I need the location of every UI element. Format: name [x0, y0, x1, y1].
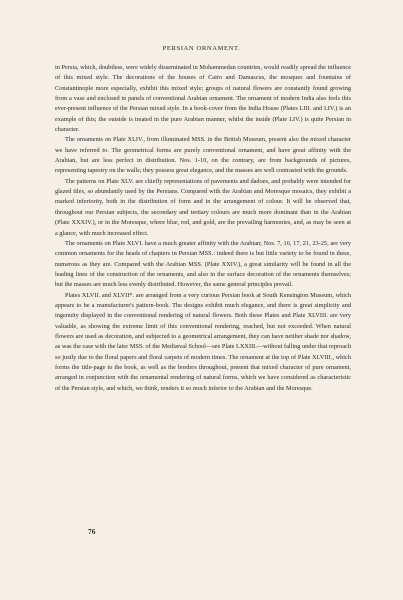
paragraph: The ornaments on Plate XLVI. have a much greater affinity with the Arabian; Nos. 7, 16, 17, 21, 23-25, are very common ornaments for the heads of chapters in Persian MSS.: indeed there is but little variety to be found in these, numerous as they are. Compared with the Arabian MSS. (Plate XXIV.), a great similarity will be found in all the leading lines of the construction of the ornaments, and also in the surface decoration of the ornaments themselves; but the masses are much less evenly distributed. However, the same general principles prevail. — [55, 239, 351, 289]
page-number: 76 — [88, 527, 96, 536]
paragraph: in Persia, which, doubtless, were widely disseminated in Mohammedan countries, would readily spread the influence of this mixed style. The decorations of the houses of Cairo and Damascus, the mosques and fountains of Constantinople more especially, exhibit this mixed style; groups of natural flowers are constantly found growing from a vase and enclosed in panels of conventional Arabian ornament. The ornament of modern India also feels this ever-present influence of the Persian mixed style. In a book-cover from the India House (Plates LIII. and LIV.) is an example of this; the outside is treated in the pure Arabian manner, whilst the inside (Plate LIV.) is quite Persian in character. — [55, 64, 351, 134]
paragraph: The patterns on Plate XLV. are chiefly representations of pavements and dadoes, and probably were intended for glazed tiles, so abundantly used by the Persians. Compared with the Arabian and Moresque mosaics, they exhibit a marked inferiority, both in the distribution of form and in the arrangement of colour. It will be observed that, throughout our Persian subjects, the secondary and tertiary colours are much more dominant than in the Arabian (Plate XXXIV.), or in the Moresque, where blue, red, and gold, are the prevailing harmonies, and, as may be seen at a glance, with much increased effect. — [55, 177, 351, 237]
paragraph: Plates XLVII. and XLVII*. are arranged from a very curious Persian book at South Kensington Museum, which appears to be a manufacturer's pattern-book. The designs exhibit much elegance, and there is great simplicity and ingenuity displayed in the conventional rendering of natural flowers. Both these Plates and Plate XLVIII. are very valuable, as showing the extreme limit of this conventional rendering, reached, but not exceeded. When natural flowers are used as decoration, and subjected to a geometrical arrangement, they can have neither shade nor shadow, as was the case with the later MSS. of the Mediæval School—see Plate LXXIII.—without falling under that reproach so justly due to the floral papers and floral carpets of modern times. The ornament at the top of Plate XLVIII., which forms the title-page to the book, as well as the borders throughout, present that mixed character of pure ornament, arranged in conjunction with the ornamental rendering of natural forms, which we have considered as characteristic of the Persian style, and which, we think, renders it so much inferior to the Arabian and the Moresque. — [55, 291, 351, 392]
paragraph: The ornaments on Plate XLIV., from illuminated MSS. in the British Museum, present also the mixed character we have referred to. The geometrical forms are purely conventional ornament, and have great affinity with the Arabian, but are less perfect in distribution. Nos. 1-10, on the contrary, are from backgrounds of pictures, representing tapestry on the walls; they possess great elegance, and the masses are well contrasted with the grounds. — [55, 136, 351, 175]
running-head: PERSIAN ORNAMENT. — [162, 45, 241, 52]
body-text — [55, 63, 351, 394]
